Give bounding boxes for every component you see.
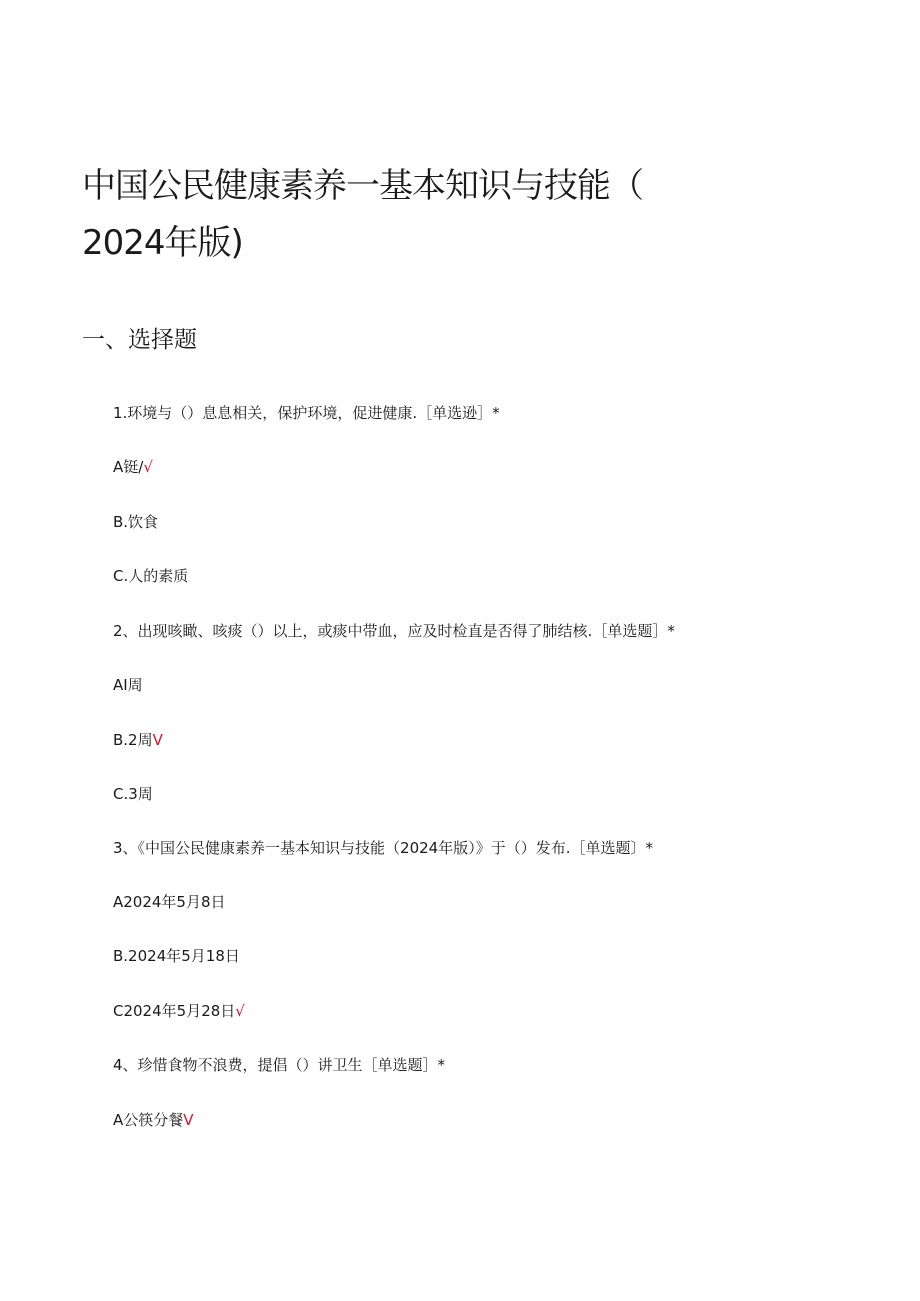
question-4-text: 4、珍惜食物不浪费，提倡（）讲卫生［单选题］* [113, 1056, 446, 1074]
document-title-line-2: 2024年版) [82, 223, 243, 263]
option-label: A公筷分餐 [113, 1111, 184, 1129]
option-label: AI周 [113, 676, 143, 694]
question-1-option-b[interactable] [113, 512, 158, 532]
option-label: C.3周 [113, 785, 153, 803]
question-2-option-b[interactable] [113, 730, 163, 750]
question-2-text: 2、出现咳瞰、咳痰（）以上，或痰中带血，应及时检直是否得了肺结核.［单选题］* [113, 622, 675, 640]
correct-check-mark: √ [143, 458, 153, 476]
option-label: C.人的素质 [113, 567, 189, 585]
option-label: B.2周 [113, 731, 153, 749]
correct-check-mark: √ [235, 1002, 245, 1020]
option-label: B.饮食 [113, 513, 159, 531]
question-3-option-c[interactable] [113, 1001, 245, 1021]
question-1-text: 1.环境与（）息息相关，保护环境，促进健康.［单选逊］* [113, 404, 500, 422]
question-1-option-c[interactable] [113, 566, 188, 586]
question-3-text: 3、《中国公民健康素养一基本知识与技能（2024年版）》于（）发布.［单选题〕* [113, 839, 653, 857]
question-3-option-b[interactable] [113, 946, 240, 966]
document-title-line-1: 中国公民健康素养一基本知识与技能（ [82, 166, 643, 206]
question-1-option-a[interactable] [113, 457, 153, 477]
correct-check-mark: V [152, 731, 163, 749]
question-2-option-c[interactable] [113, 784, 153, 804]
question-3-option-a[interactable] [113, 892, 226, 912]
question-4-option-a[interactable] [113, 1110, 194, 1130]
option-label: A铤/ [113, 458, 144, 476]
question-2-option-a[interactable] [113, 675, 143, 695]
option-label: C2024年5月28日 [113, 1002, 236, 1020]
correct-check-mark: V [183, 1111, 194, 1129]
section-heading: 一、选择题 [82, 327, 197, 353]
option-label: B.2024年5月18日 [113, 947, 240, 965]
option-label: A2024年5月8日 [113, 893, 226, 911]
